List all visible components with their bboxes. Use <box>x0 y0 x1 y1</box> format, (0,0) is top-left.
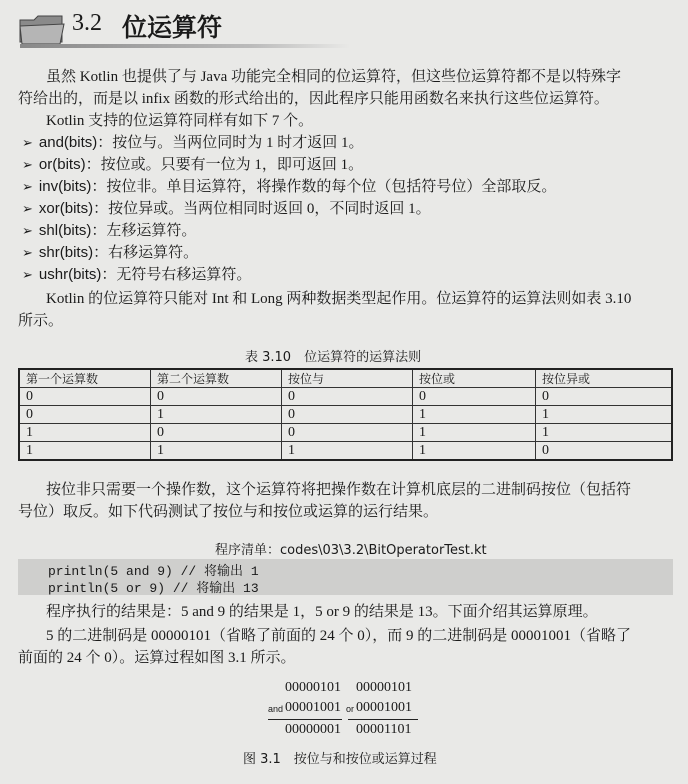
table-header: 按位异或 <box>536 369 673 388</box>
and-operand-2: 00001001 <box>285 700 341 715</box>
arrow-bullet-icon: ➢ <box>22 180 33 195</box>
table-cell: 1 <box>413 424 536 442</box>
figure-caption: 图 3.1 按位与和按位或运算过程 <box>243 752 437 767</box>
and-operand-1: 00000101 <box>285 680 341 695</box>
table-row <box>19 424 672 442</box>
table-cell: 0 <box>536 442 673 461</box>
section-title: 位运算符 <box>122 13 223 42</box>
table-header: 第一个运算数 <box>19 369 151 388</box>
table-cell: 1 <box>536 424 673 442</box>
paragraph: 符给出的，而是以 infix 函数的形式给出的，因此程序只能用函数名来执行这些位运算符。 <box>18 91 609 107</box>
or-operand-2: 00001001 <box>356 700 412 715</box>
paragraph: 前面的 24 个 0）。运算过程如图 3.1 所示。 <box>18 650 296 666</box>
table-cell: 0 <box>282 424 413 442</box>
paragraph: Kotlin 支持的位运算符同样有如下 7 个。 <box>46 113 314 129</box>
table-cell: 0 <box>19 388 151 406</box>
arrow-bullet-icon: ➢ <box>22 224 33 239</box>
table-row <box>19 442 672 461</box>
bullet-item <box>22 264 251 287</box>
table-cell: 1 <box>413 406 536 424</box>
table-cell: 1 <box>536 406 673 424</box>
operator-desc: ：按位或。只要有一位为 1，即可返回 1。 <box>85 157 364 173</box>
arrow-bullet-icon: ➢ <box>22 136 33 151</box>
code-line: println(5 and 9) // 将输出 1 <box>48 564 259 579</box>
table-cell: 1 <box>151 406 282 424</box>
table-cell: 0 <box>19 406 151 424</box>
or-rule <box>348 719 418 720</box>
arrow-bullet-icon: ➢ <box>22 246 33 261</box>
table-cell: 0 <box>413 388 536 406</box>
bullet-item <box>22 198 431 221</box>
table-cell: 1 <box>19 424 151 442</box>
table-cell: 1 <box>282 442 413 461</box>
bullet-item <box>22 176 556 199</box>
operator-name: inv(bits) <box>38 178 92 195</box>
table-header: 第二个运算数 <box>151 369 282 388</box>
bullet-item <box>22 132 364 155</box>
table-cell: 1 <box>413 442 536 461</box>
table-header: 按位或 <box>413 369 536 388</box>
or-result: 00001101 <box>356 722 412 737</box>
section-number: 3.2 <box>72 10 102 36</box>
arrow-bullet-icon: ➢ <box>22 158 33 173</box>
table-cell: 0 <box>282 388 413 406</box>
table-cell: 0 <box>151 424 282 442</box>
table-cell: 0 <box>536 388 673 406</box>
paragraph: 5 的二进制码是 00000101（省略了前面的 24 个 0），而 9 的二进制码是 00001001（省略了 <box>46 628 632 644</box>
or-operator: or <box>346 704 355 714</box>
table-cell: 0 <box>282 406 413 424</box>
arrow-bullet-icon: ➢ <box>22 268 33 283</box>
paragraph: 所示。 <box>18 313 64 329</box>
operator-name: shl(bits) <box>38 222 92 239</box>
table-header: 按位与 <box>282 369 413 388</box>
code-listing-label: 程序清单：codes\03\3.2\BitOperatorTest.kt <box>215 543 487 558</box>
table-cell: 0 <box>151 388 282 406</box>
and-rule <box>268 719 342 720</box>
table-caption: 表 3.10 位运算符的运算法则 <box>245 350 422 365</box>
code-block <box>18 559 673 595</box>
or-operand-1: 00000101 <box>356 680 412 695</box>
paragraph: 号位）取反。如下代码测试了按位与和按位或运算的运行结果。 <box>18 504 439 520</box>
operator-name: or(bits) <box>38 156 86 173</box>
code-line: println(5 or 9) // 将输出 13 <box>48 581 259 596</box>
operator-rules-table <box>18 368 673 461</box>
arrow-bullet-icon: ➢ <box>22 202 33 217</box>
paragraph: 程序执行的结果是：5 and 9 的结果是 1，5 or 9 的结果是 13。下面介绍其运算原理。 <box>46 604 598 620</box>
paragraph: 按位非只需要一个操作数，这个运算符将把操作数在计算机底层的二进制码按位（包括符 <box>46 482 632 498</box>
table-cell: 1 <box>151 442 282 461</box>
and-result: 00000001 <box>285 722 341 737</box>
folder-icon <box>18 14 66 46</box>
operator-desc: ：左移运算符。 <box>91 223 197 239</box>
operator-desc: ：按位异或。当两位相同时返回 0，不同时返回 1。 <box>93 201 431 217</box>
paragraph: Kotlin 的位运算符只能对 Int 和 Long 两种数据类型起作用。位运算符的运算法则如表 3.10 <box>46 291 632 307</box>
operator-desc: ：无符号右移运算符。 <box>101 267 252 283</box>
table-cell: 1 <box>19 442 151 461</box>
paragraph: 虽然 Kotlin 也提供了与 Java 功能完全相同的位运算符，但这些位运算符都不是以特殊字 <box>46 69 621 85</box>
operator-name: ushr(bits) <box>38 266 102 283</box>
and-operator: and <box>268 704 284 714</box>
table-row <box>19 406 672 424</box>
operator-desc: ：按位非。单目运算符，将操作数的每个位（包括符号位）全部取反。 <box>91 179 557 195</box>
operator-desc: ：按位与。当两位同时为 1 时才返回 1。 <box>97 135 364 151</box>
table-header-row <box>19 369 672 388</box>
bullet-item <box>22 154 363 177</box>
operator-name: and(bits) <box>38 134 98 151</box>
operator-name: shr(bits) <box>38 244 94 261</box>
bullet-item <box>22 220 196 243</box>
heading-rule <box>20 44 350 48</box>
operator-name: xor(bits) <box>38 200 94 217</box>
operator-desc: ：右移运算符。 <box>93 245 199 261</box>
bullet-item <box>22 242 198 265</box>
table-row <box>19 388 672 406</box>
